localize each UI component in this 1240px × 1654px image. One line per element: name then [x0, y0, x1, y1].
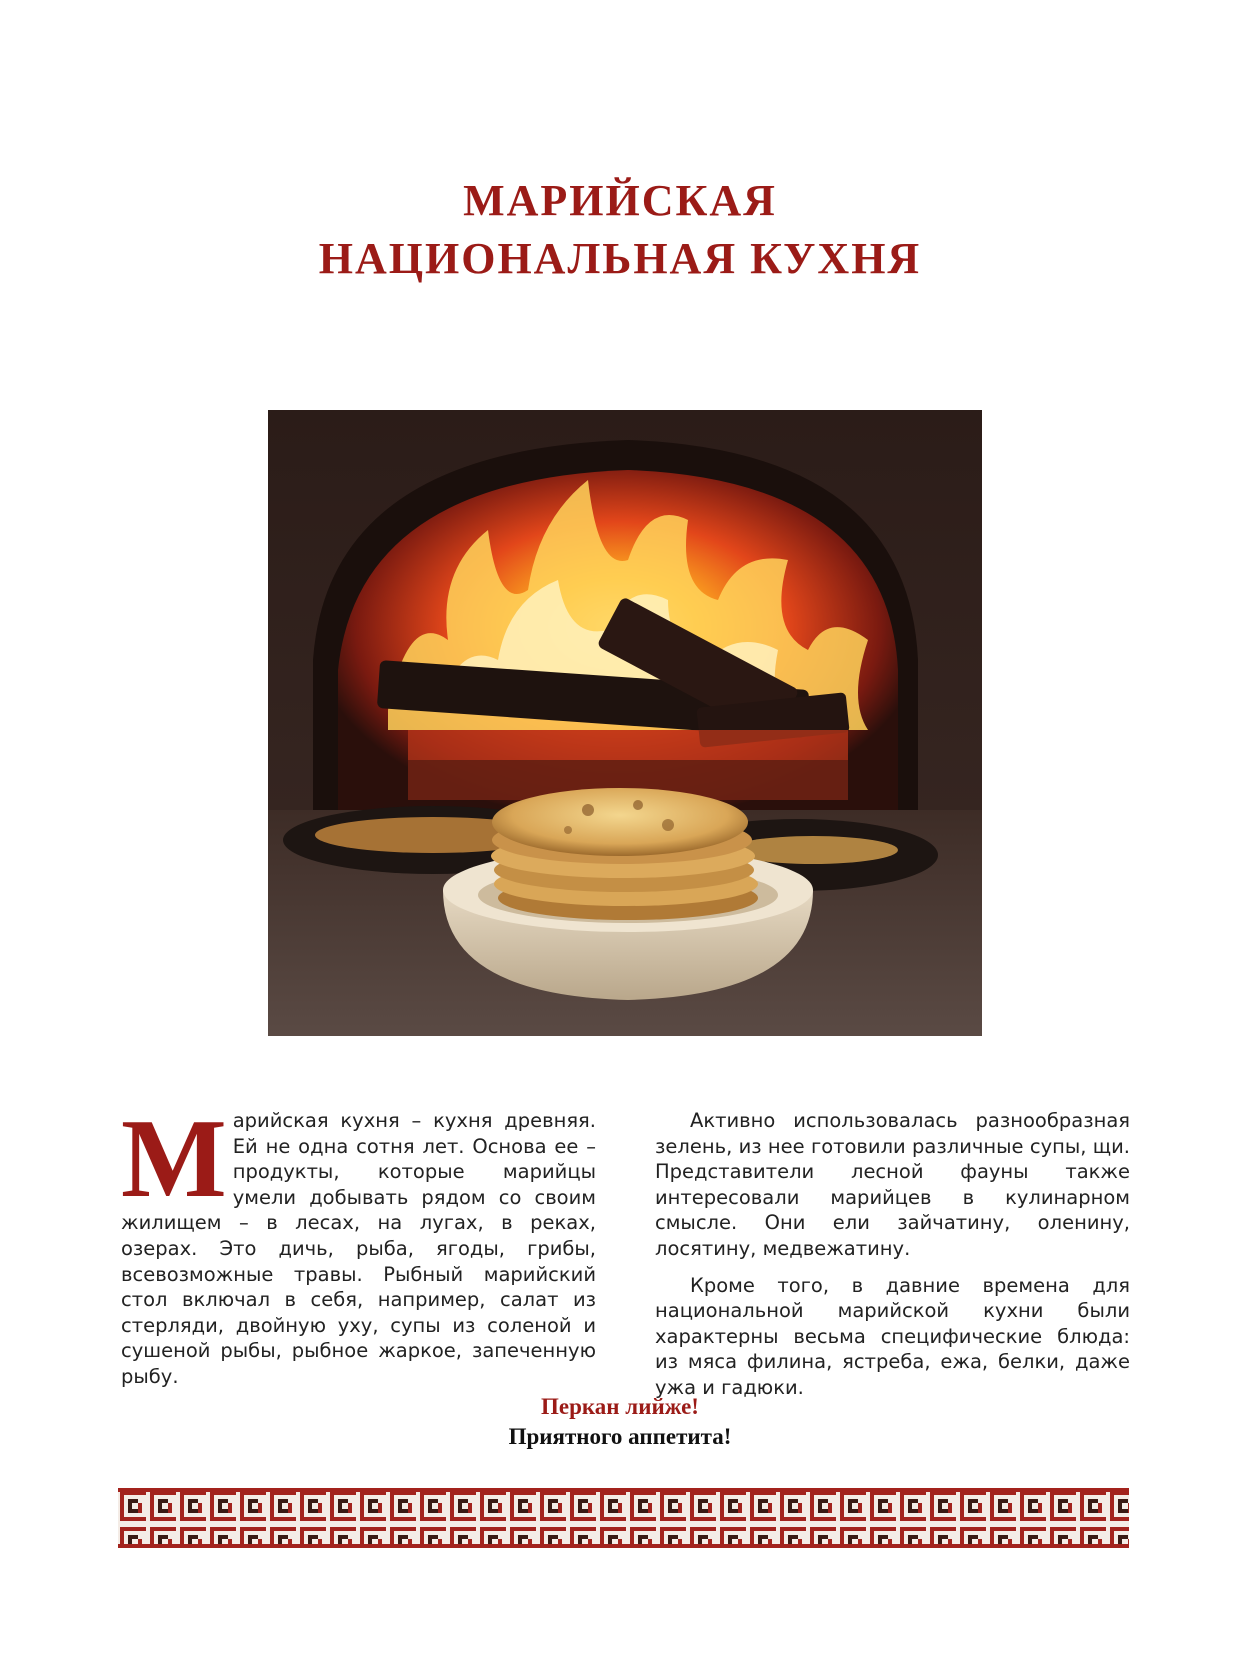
intro-text: арийская кухня – кухня древняя. Ей не одна сотня лет. Основа ее – продукты, которые марийцы умели добывать рядом со своим жилищем – в лесах, на лугах, в реках, озерах. Это дичь, рыба, ягоды, грибы, всевозможные травы. Рыбный марийский стол включал в себя, например, салат из стерляди, двойную уху, супы из соленой и сушеной рыбы, рыбное жаркое, запеченную рыбу.	[121, 1109, 596, 1388]
drop-cap: М	[121, 1097, 227, 1221]
left-column	[121, 1097, 596, 1390]
mari-ornament-border	[118, 1488, 1129, 1548]
right-column	[655, 1108, 1130, 1401]
intro-paragraph	[121, 1097, 596, 1390]
greeting-russian: Приятного аппетита!	[508, 1424, 732, 1449]
paragraph-greens: Активно использовалась разнообразная зелень, из нее готовили различные супы, щи. Представители лесной фауны также интересовали марийцев в кулинарном смысле. Они ели зайчатину, оленину, лосятину, медвежатину.	[655, 1109, 1130, 1260]
paragraph-specific-dishes: Кроме того, в давние времена для национальной марийской кухни были характерны весьма специфические блюда: из мяса филина, ястреба, ежа, белки, даже ужа и гадюки.	[655, 1273, 1130, 1399]
page-title	[0, 172, 1240, 288]
greeting	[0, 1392, 1240, 1452]
title-line-1: МАРИЙСКАЯ	[463, 176, 777, 225]
greeting-mari: Перкан лийже!	[541, 1394, 699, 1419]
oven-flatbread-photo	[268, 410, 982, 1036]
title-line-2: НАЦИОНАЛЬНАЯ КУХНЯ	[318, 234, 922, 283]
